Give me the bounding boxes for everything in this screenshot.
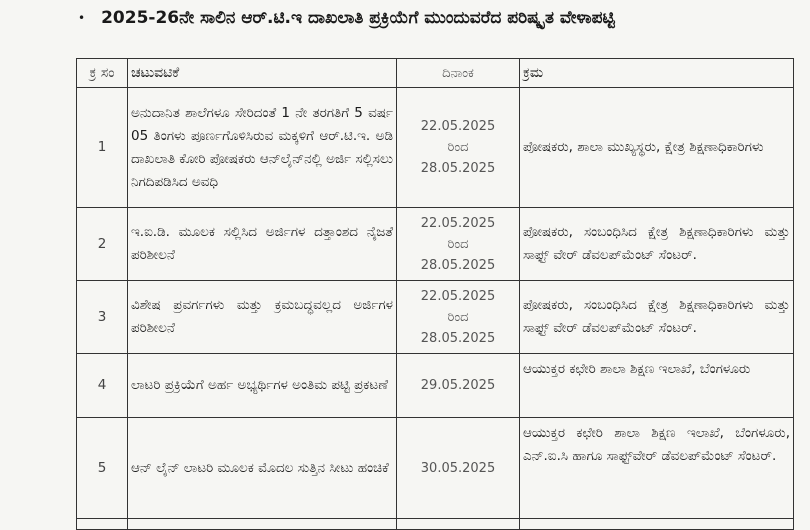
table-row [77,354,794,418]
row-activity: ಲಾಟರಿ ಪ್ರಕ್ರಿಯೆಗೆ ಅರ್ಹ ಅಭ್ಯರ್ಥಿಗಳ ಅಂತಿಮ ಪಟ್ಟಿ ಪ್ರಕಟಣೆ [128,354,397,418]
empty-cell [77,519,128,530]
date-from: 22.05.2025 [420,288,496,304]
date-separator: ರಿಂದ [447,236,469,252]
row-sl-no: 1 [77,88,128,208]
row-action: ಆಯುಕ್ತರ ಕಛೇರಿ ಶಾಲಾ ಶಿಕ್ಷಣ ಇಲಾಖೆ, ಬೆಂಗಳೂರು, ಎನ್.ಐ.ಸಿ ಹಾಗೂ ಸಾಫ್ಟ್‌ವೇರ್ ಡೆವಲಪ್‌ಮೆಂಟ್ ಸೆಂಟರ್. [520,418,794,519]
row-action: ಆಯುಕ್ತರ ಕಛೇರಿ ಶಾಲಾ ಶಿಕ್ಷಣ ಇಲಾಖೆ, ಬೆಂಗಳೂರು [520,354,794,418]
row-date [397,281,520,354]
row-sl-no: 5 [77,418,128,519]
schedule-table [76,58,794,530]
row-date: 29.05.2025 [397,354,520,418]
date-separator: ರಿಂದ [447,309,469,325]
row-action: ಪೋಷಕರು, ಸಂಬಂಧಿಸಿದ ಕ್ಷೇತ್ರ ಶಿಕ್ಷಣಾಧಿಕಾರಿಗಳು ಮತ್ತು ಸಾಫ್ಟ್ ವೇರ್ ಡೆವಲಪ್‌ಮೆಂಟ್ ಸೆಂಟರ್. [520,208,794,281]
date-to: 28.05.2025 [420,161,496,176]
table-row-cutoff [77,519,794,530]
table-row [77,281,794,354]
row-sl-no: 2 [77,208,128,281]
row-activity: ವಿಶೇಷ ಪ್ರವರ್ಗಗಳು ಮತ್ತು ಕ್ರಮಬದ್ಧವಲ್ಲದ ಅರ್ಜಿಗಳ ಪರಿಶೀಲನೆ [128,281,397,354]
date-to: 28.05.2025 [420,330,496,346]
header-action: ಕ್ರಮ [520,59,794,88]
row-activity: ಅನುದಾನಿತ ಶಾಲೆಗಳೂ ಸೇರಿದಂತೆ 1 ನೇ ತರಗತಿಗೆ 5 ವರ್ಷ 05 ತಿಂಗಳು ಪೂರ್ಣಗೊಳಿಸಿರುವ ಮಕ್ಕಳಿಗೆ ಆರ್.ಟಿ.ಇ. ಅಡಿ ದಾಖಲಾತಿ ಕೋರಿ ಪೋಷಕರು ಆನ್‌ಲೈನ್‌ನಲ್ಲಿ ಅರ್ಜಿ ಸಲ್ಲಿಸಲು ನಿಗದಿಪಡಿಸಿದ ಅವಧಿ [128,88,397,208]
empty-cell [128,519,397,530]
date-separator: ರಿಂದ [447,140,469,155]
row-action: ಪೋಷಕರು, ಸಂಬಂಧಿಸಿದ ಕ್ಷೇತ್ರ ಶಿಕ್ಷಣಾಧಿಕಾರಿಗಳು ಮತ್ತು ಸಾಫ್ಟ್ ವೇರ್ ಡೆವಲಪ್‌ಮೆಂಟ್ ಸೆಂಟರ್. [520,281,794,354]
row-date [397,208,520,281]
date-to: 28.05.2025 [420,257,496,273]
bullet-icon: • [78,11,86,25]
row-date: 30.05.2025 [397,418,520,519]
empty-cell [520,519,794,530]
row-activity: ಇ.ಐ.ಡಿ. ಮೂಲಕ ಸಲ್ಲಿಸಿದ ಅರ್ಜಿಗಳ ದತ್ತಾಂಶದ ನೈಜತೆ ಪರಿಶೀಲನೆ [128,208,397,281]
row-date [397,88,520,208]
table-header-row [77,59,794,88]
date-from: 22.05.2025 [420,119,496,134]
header-sl-no: ಕ್ರ ಸಂ [77,59,128,88]
row-activity: ಆನ್ ಲೈನ್ ಲಾಟರಿ ಮೂಲಕ ಮೊದಲ ಸುತ್ತಿನ ಸೀಟು ಹಂಚಿಕೆ [128,418,397,519]
table-row [77,208,794,281]
header-activity: ಚಟುವಟಿಕೆ [128,59,397,88]
document-title [78,8,798,28]
title-text: 2025-26ನೇ ಸಾಲಿನ ಆರ್.ಟಿ.ಇ ದಾಖಲಾತಿ ಪ್ರಕ್ರಿಯೆಗೆ ಮುಂದುವರೆದ ಪರಿಷ್ಕೃತ ವೇಳಾಪಟ್ಟಿ [101,8,615,28]
header-date: ದಿನಾಂಕ [397,59,520,88]
row-action: ಪೋಷಕರು, ಶಾಲಾ ಮುಖ್ಯಸ್ಥರು, ಕ್ಷೇತ್ರ ಶಿಕ್ಷಣಾಧಿಕಾರಿಗಳು [520,88,794,208]
table-row [77,88,794,208]
row-sl-no: 4 [77,354,128,418]
date-from: 22.05.2025 [420,215,496,231]
table-row [77,418,794,519]
row-sl-no: 3 [77,281,128,354]
empty-cell [397,519,520,530]
